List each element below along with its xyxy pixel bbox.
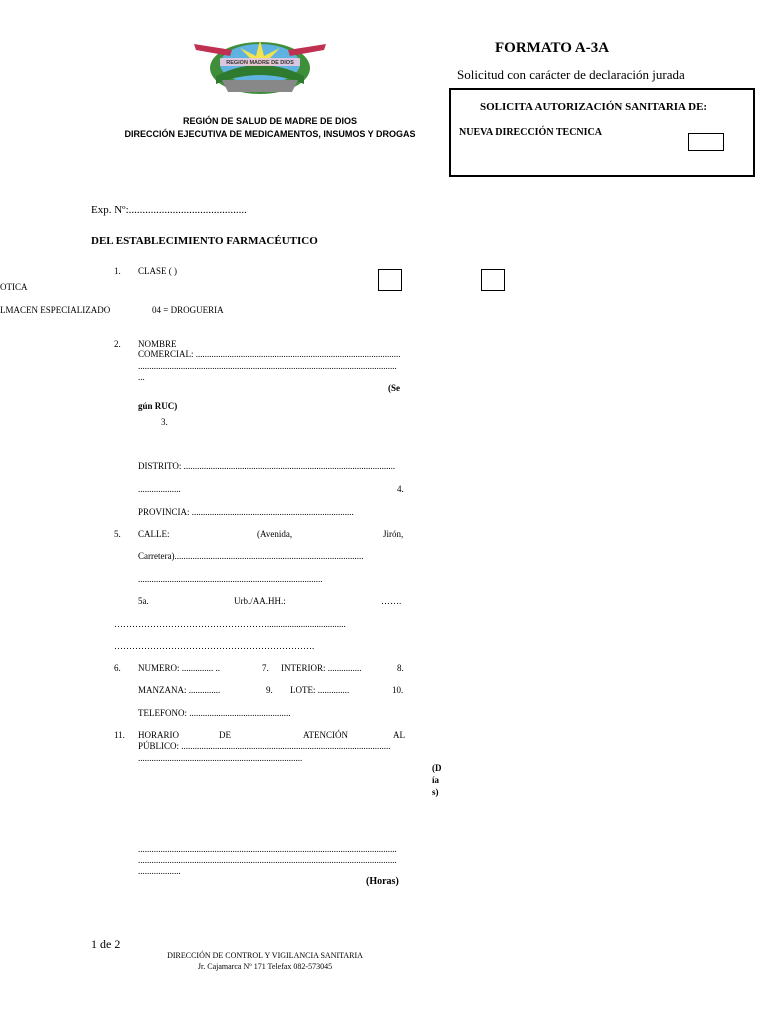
logo-text: REGION MADRE DE DIOS — [226, 60, 294, 66]
expediente[interactable]: Exp. Nº:........................................... — [91, 204, 247, 216]
item-number: 3. — [161, 417, 168, 427]
provincia-field[interactable]: PROVINCIA: ........................................................................ — [138, 507, 354, 517]
calle-dots: .................................................................................. — [138, 574, 323, 584]
nombre-comercial-field[interactable]: COMERCIAL: ........................................................................................... — [138, 349, 401, 359]
footer-line-1: DIRECCIÓN DE CONTROL Y VIGILANCIA SANITARIA — [167, 951, 363, 960]
dias-note: (Días) — [432, 763, 442, 797]
horario-label: HORARIO — [138, 730, 180, 740]
calle-label: CALLE: — [138, 529, 170, 539]
org-line-1: REGIÓN DE SALUD DE MADRE DE DIOS — [182, 116, 357, 126]
item-number: 11. — [114, 730, 125, 740]
horario-publico-dots: ......................................................................... — [138, 753, 303, 763]
format-title: FORMATO A-3A — [495, 40, 610, 56]
item-number: 2. — [114, 339, 121, 349]
calle-avenida: (Avenida, — [257, 529, 293, 539]
item-number: 4. — [397, 484, 404, 494]
regional-logo — [192, 34, 328, 96]
horas-dots: ................................................................................................................... — [138, 855, 397, 865]
item-number: 7. — [262, 663, 269, 673]
nombre-comercial-dots: ................................................................................................................... — [138, 361, 397, 371]
org-line-2: DIRECCIÓN EJECUTIVA DE MEDICAMENTOS, INSUMOS Y DROGAS — [124, 129, 416, 139]
urb-end: ……. — [381, 596, 402, 606]
urb-field[interactable]: ……………………………………………................................... — [114, 619, 346, 629]
section-title: DEL ESTABLECIMIENTO FARMACÉUTICO — [91, 235, 318, 247]
almacen-option: LMACEN ESPECIALIZADO — [0, 305, 111, 315]
horas-note: (Horas) — [366, 876, 399, 887]
botica-option: OTICA — [0, 282, 28, 292]
segun-ruc-note: (Se — [388, 383, 400, 393]
clase-checkbox-1[interactable] — [378, 269, 402, 291]
format-subtitle: Solicitud con carácter de declaración jurada — [457, 67, 685, 82]
item-number: 5a. — [138, 596, 149, 606]
request-box-title: SOLICITA AUTORIZACIÓN SANITARIA DE: — [480, 101, 708, 113]
item-number: 6. — [114, 663, 121, 673]
interior-field[interactable]: INTERIOR: ............... — [281, 663, 362, 673]
horas-dots-end: ................... — [138, 866, 181, 876]
item-number: 10. — [392, 685, 404, 695]
urb-label: Urb./AA.HH.: — [234, 596, 286, 606]
nueva-direccion-checkbox[interactable] — [688, 133, 724, 151]
item-number: 8. — [397, 663, 404, 673]
distrito-dots: ................... — [138, 484, 181, 494]
horario-publico-field[interactable]: PÚBLICO: ............................................................................................. — [138, 741, 391, 751]
telefono-field[interactable]: TELEFONO: ............................................. — [138, 708, 291, 718]
page-number: 1 de 2 — [91, 937, 121, 951]
numero-field[interactable]: NUMERO: .............. .. — [138, 663, 221, 673]
segun-ruc-note-cont: gún RUC) — [138, 401, 178, 411]
item-number: 1. — [114, 266, 121, 276]
request-option-label: NUEVA DIRECCIÓN TECNICA — [459, 127, 602, 138]
item-number: 9. — [266, 685, 273, 695]
drogueria-option: 04 = DROGUERIA — [152, 305, 224, 315]
nombre-comercial-end: ... — [138, 372, 145, 382]
clase-field[interactable]: CLASE ( ) — [138, 266, 177, 276]
nombre-label: NOMBRE — [138, 339, 177, 349]
lote-field[interactable]: LOTE: .............. — [290, 685, 350, 695]
horario-atencion: ATENCIÓN — [303, 730, 348, 740]
horas-field[interactable]: ................................................................................................................... — [138, 844, 397, 854]
calle-jiron: Jirón, — [383, 529, 404, 539]
manzana-field[interactable]: MANZANA: .............. — [138, 685, 221, 695]
calle-field[interactable]: Carretera).................................................................................... — [138, 551, 364, 561]
footer-line-2: Jr. Cajamarca Nº 171 Telefax 082-573045 — [197, 962, 333, 971]
clase-checkbox-2[interactable] — [481, 269, 505, 291]
urb-field-cont: …………………………………………………………. — [114, 641, 315, 651]
horario-de: DE — [219, 730, 231, 740]
item-number: 5. — [114, 529, 121, 539]
distrito-field[interactable]: DISTRITO: .............................................................................................. — [138, 461, 396, 471]
horario-al: AL — [393, 730, 405, 740]
